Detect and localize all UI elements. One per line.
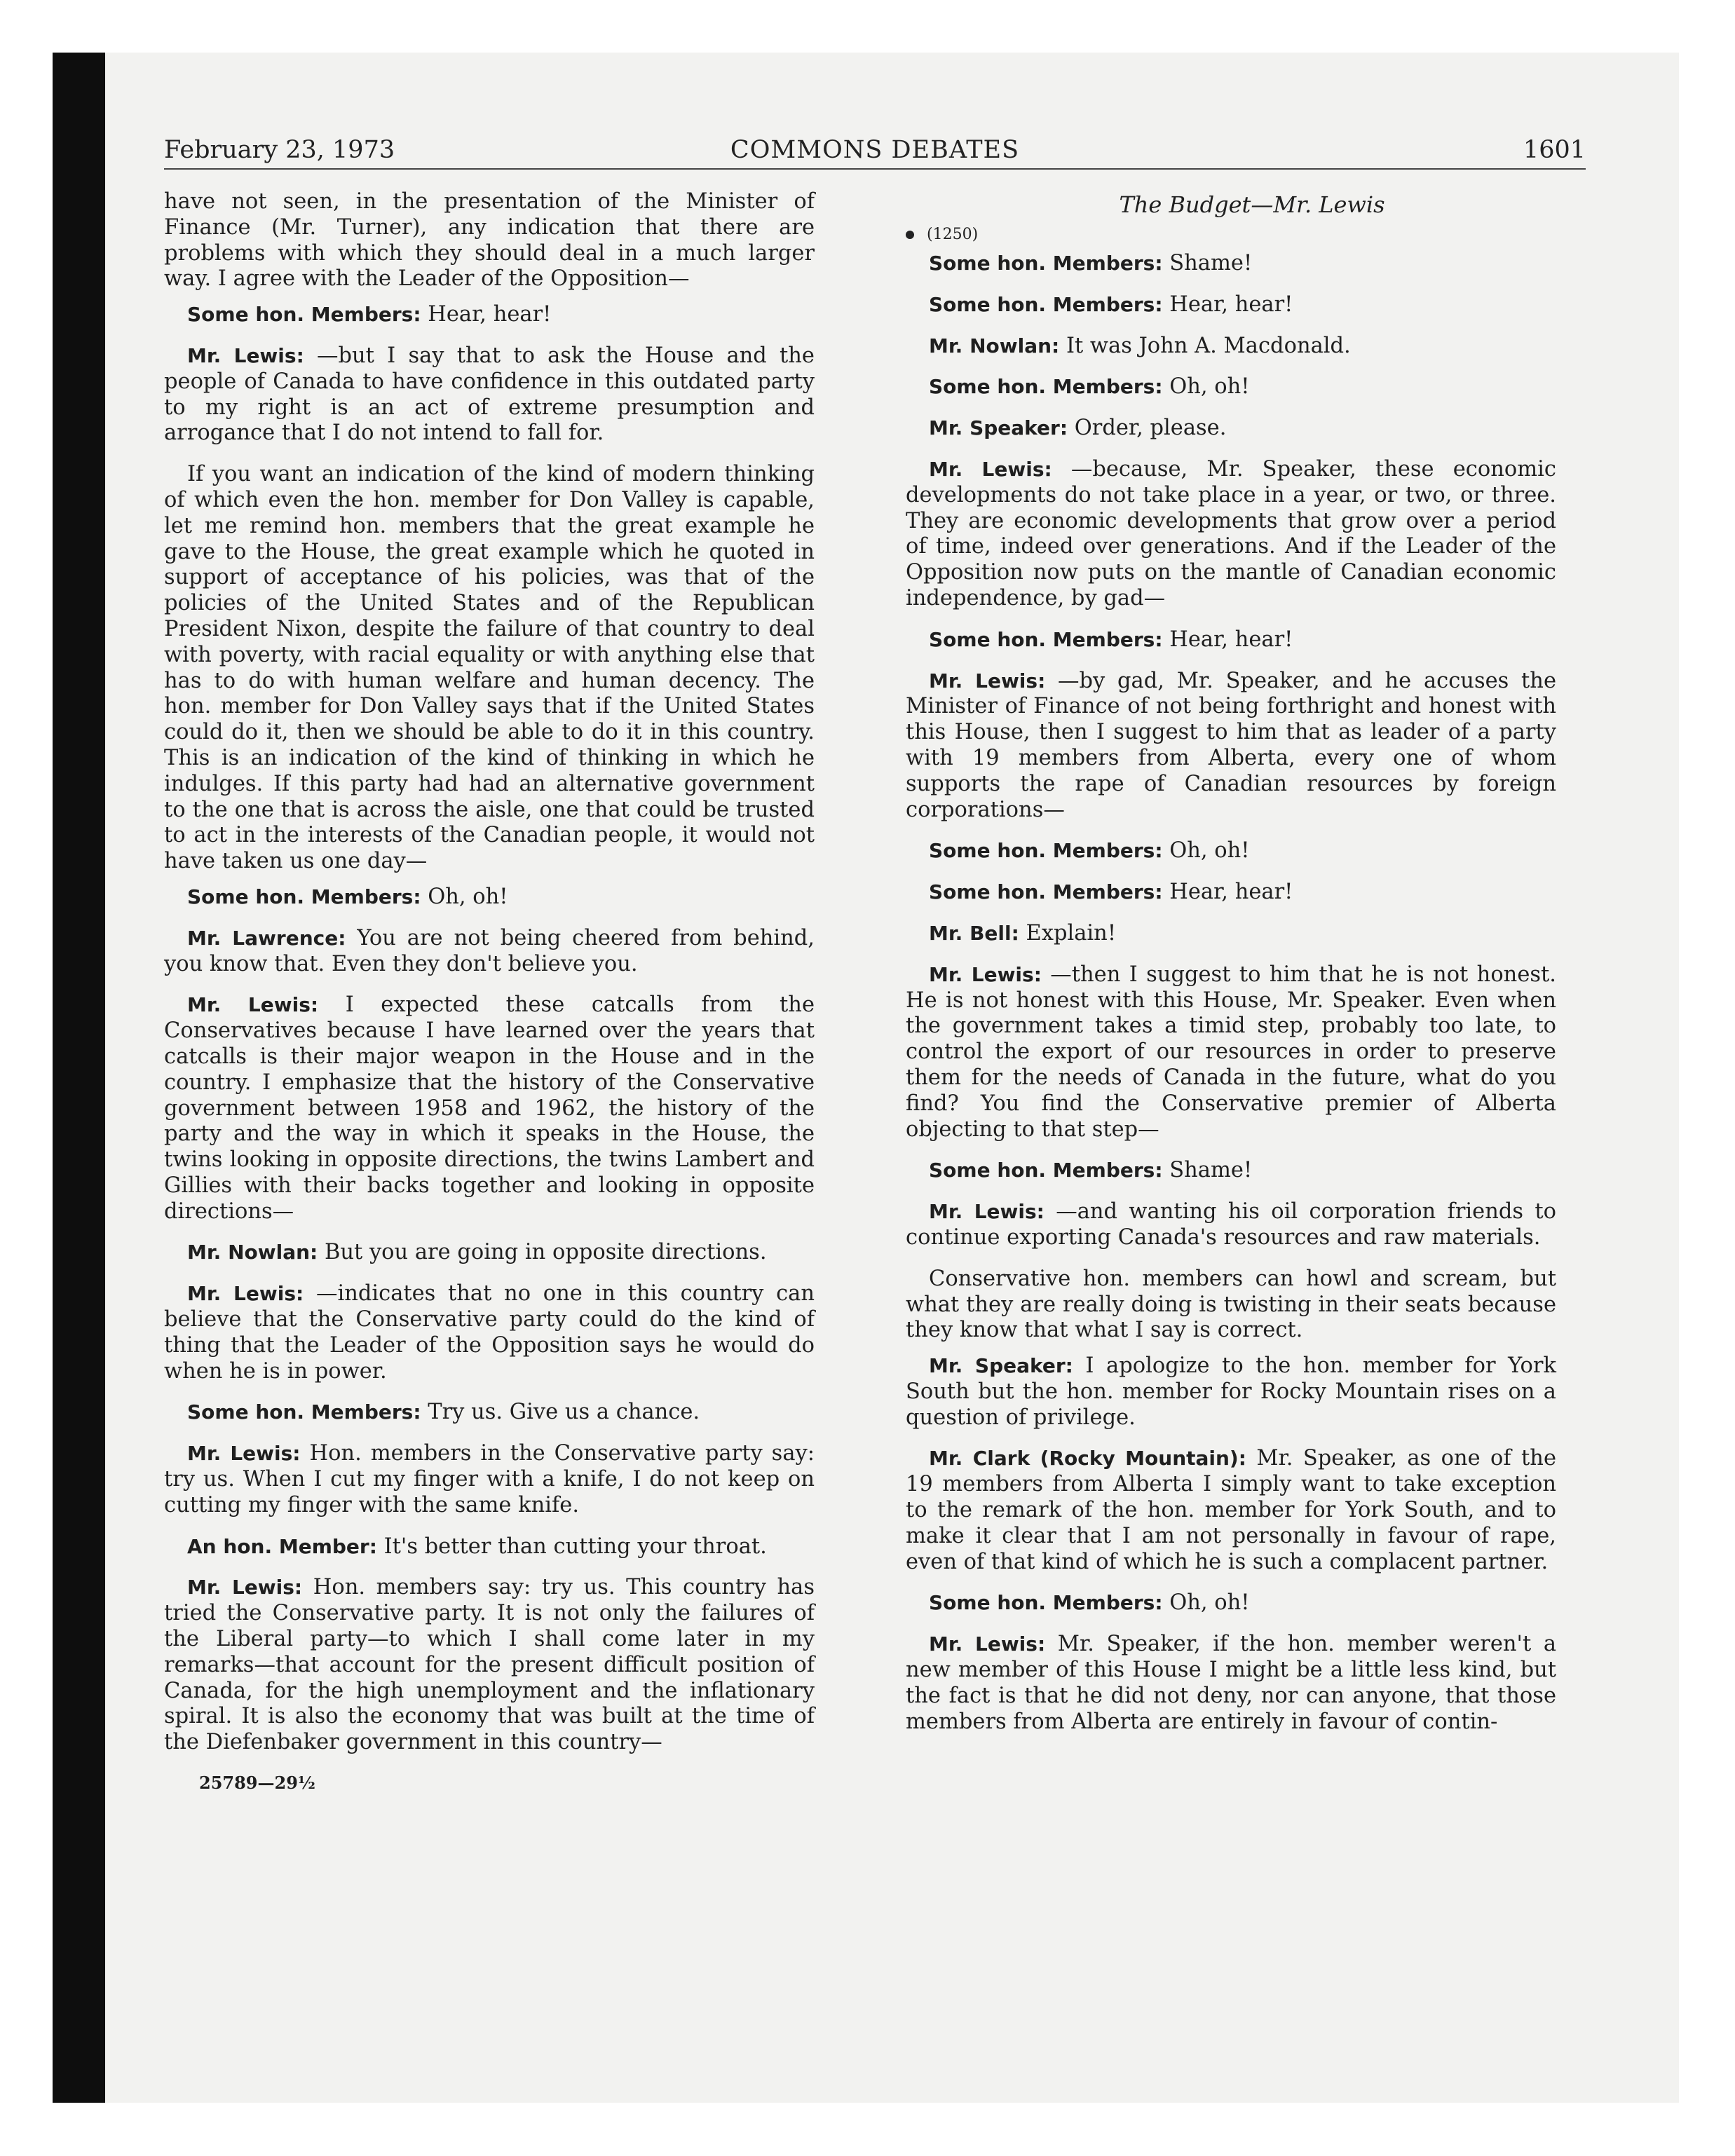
paragraph-text: Oh, oh!	[428, 884, 508, 909]
speaker-name: Some hon. Members:	[929, 1159, 1163, 1182]
paragraph	[164, 189, 815, 292]
paragraph-text: Mr. Speaker, if the hon. member weren't a new member of this House I might be a little less kind, but the fact is that he did not deny, nor can anyone, that those members from Alberta are entirely in favour of contin-	[906, 1632, 1556, 1734]
speaker-name: Mr. Speaker:	[929, 1354, 1073, 1378]
paragraph	[906, 921, 1556, 947]
speaker-name: Mr. Bell:	[929, 921, 1019, 945]
paragraph-text: Try us. Give us a chance.	[428, 1400, 700, 1425]
paragraph	[906, 880, 1556, 906]
speaker-name: Mr. Speaker:	[929, 416, 1068, 440]
paragraph-text: Mr. Speaker, as one of the 19 members from Alberta I simply want to take exception to the remark of the hon. member for York South, and to make it clear that I am not personally in favour of rape, even of that kind of which he is such a complacent partner.	[906, 1446, 1556, 1574]
speaker-name: Mr. Lawrence:	[187, 926, 346, 950]
paragraph-text: Oh, oh!	[1169, 374, 1250, 400]
speaker-name: Mr. Lewis:	[187, 1442, 301, 1466]
speaker-name: Some hon. Members:	[929, 1591, 1163, 1615]
speaker-name: Some hon. Members:	[187, 1400, 421, 1424]
speaker-name: Some hon. Members:	[929, 880, 1163, 904]
paragraph	[906, 1590, 1556, 1616]
header-page-number: 1601	[1523, 136, 1586, 164]
paragraph	[906, 1267, 1556, 1344]
speaker-name: Mr. Lewis:	[187, 1282, 304, 1306]
paragraph-text: Order, please.	[1074, 416, 1227, 441]
speaker-name: Mr. Lewis:	[929, 962, 1042, 986]
header-title: COMMONS DEBATES	[730, 136, 1020, 164]
paragraph-text: Hon. members say: try us. This country has tried the Conservative party. It is not only the failures of the Liberal party—to which I shall come later in my remarks—that account for the present difficult position of Canada, for the high unemployment and the inflationary spiral. It is also the economy that was built at the time of the Diefenbaker government in this country—	[164, 1575, 815, 1755]
speaker-name: Mr. Lewis:	[187, 1576, 303, 1599]
speaker-name: Some hon. Members:	[929, 375, 1163, 399]
paragraph-text: It's better than cutting your throat.	[383, 1534, 767, 1559]
paragraph-text: Oh, oh!	[1169, 838, 1250, 864]
paragraph-text: —indicates that no one in this country can believe that the Conservative party could do the kind of thing that the Leader of the Opposition says he would do when he is in power.	[164, 1281, 815, 1384]
paragraph-text: Shame!	[1169, 251, 1253, 275]
paragraph	[906, 962, 1556, 1143]
paragraph-text: —because, Mr. Speaker, these economic developments do not take place in a year, or two, or three. They are economic developments that grow over a period of time, indeed over generations. And if the Leader of the Opposition now puts on the mantle of Canadian economic independence, by gad—	[906, 456, 1556, 610]
paragraph-text: Hear, hear!	[1169, 627, 1293, 652]
speaker-name: Some hon. Members:	[929, 627, 1163, 651]
bullet-icon	[906, 231, 914, 239]
paragraph-text: I expected these catcalls from the Conservatives because I have learned over the years that catcalls is their major weapon in the House and in the country. I emphasize that the history of the Conservative government between 1958 and 1962, the history of the party and the way in which it speaks in the House, the twins looking in opposite directions, the twins Lambert and Gillies with their backs together and looking in opposite directions—	[164, 992, 815, 1224]
paragraph	[164, 343, 815, 446]
paragraph	[906, 1353, 1556, 1431]
paragraph-text: It was John A. Macdonald.	[1066, 333, 1351, 358]
paragraph	[164, 926, 815, 978]
paragraph-text: Hon. members in the Conservative party say: try us. When I cut my finger with a knife, I do not keep on cutting my finger with the same knife.	[164, 1441, 815, 1517]
right-column-body	[906, 251, 1556, 1735]
paragraph	[164, 1575, 815, 1756]
paragraph-text: have not seen, in the presentation of the Minister of Finance (Mr. Turner), any indication that there are problems with which they should deal in a much larger way. I agree with the Leader of the Opposition—	[164, 189, 815, 292]
paragraph	[906, 1158, 1556, 1184]
paragraph	[164, 1400, 815, 1426]
speaker-name: Some hon. Members:	[187, 303, 421, 327]
paragraph-text: If you want an indication of the kind of modern thinking of which even the hon. member for Don Valley is capable, let me remind hon. members that the great example he gave to the House, the great example which he quoted in support of acceptance of his policies, was that of the policies of the United States and of the Republican President Nixon, despite the failure of that country to deal with poverty, with racial equality or with anything else that has to do with human welfare and human decency. The hon. member for Don Valley says that if the United States could do it, then we should be able to do it in this country. This is an indication of the kind of thinking in which he indulges. If this party had had an alternative government to the one that is across the aisle, one that could be trusted to act in the interests of the Canadian people, it would not have taken us one day—	[164, 462, 815, 874]
speaker-name: Mr. Lewis:	[187, 993, 319, 1017]
speaker-name: Mr. Nowlan:	[929, 334, 1060, 357]
paragraph	[906, 669, 1556, 824]
time-marker-label: (1250)	[927, 226, 979, 243]
paragraph-text: Conservative hon. members can howl and scream, but what they are really doing is twisting in their seats because they know that what I say is correct.	[906, 1266, 1556, 1343]
paragraph	[164, 1441, 815, 1518]
paragraph	[164, 1281, 815, 1384]
speaker-name: Some hon. Members:	[929, 252, 1163, 275]
speaker-name: Mr. Lewis:	[929, 1632, 1046, 1656]
speaker-name: An hon. Member:	[187, 1534, 377, 1558]
header-date: February 23, 1973	[164, 136, 395, 164]
speaker-name: Some hon. Members:	[929, 292, 1163, 316]
paragraph-text: Hear, hear!	[1169, 292, 1293, 317]
paragraph-text: I apologize to the hon. member for York South but the hon. member for Rocky Mountain rises on a question of privilege.	[906, 1353, 1556, 1430]
paragraph	[906, 457, 1556, 612]
page-header	[164, 135, 1586, 170]
paragraph	[164, 1240, 815, 1266]
speaker-name: Mr. Lewis:	[187, 343, 304, 367]
paragraph-text: —but I say that to ask the House and the people of Canada to have confidence in this outdated party to my right is an act of extreme presumption and arrogance that I do not intend to fall for.	[164, 343, 815, 446]
speaker-name: Mr. Lewis:	[929, 457, 1052, 481]
speaker-name: Mr. Clark (Rocky Mountain):	[929, 1447, 1246, 1471]
paragraph-text: Oh, oh!	[1169, 1590, 1250, 1616]
paragraph-text: Shame!	[1169, 1158, 1253, 1183]
scan-edge-bar	[53, 53, 105, 2103]
running-title: The Budget—Mr. Lewis	[1119, 191, 1385, 218]
paragraph	[906, 838, 1556, 864]
time-marker	[906, 223, 1556, 247]
paragraph-text: Hear, hear!	[428, 302, 552, 327]
speaker-name: Mr. Lewis:	[929, 669, 1046, 692]
paragraph-text: You are not being cheered from behind, you know that. Even they don't believe you.	[164, 925, 815, 976]
paragraph	[906, 374, 1556, 400]
speaker-name: Mr. Lewis:	[929, 1200, 1045, 1224]
right-column	[906, 189, 1556, 1750]
paragraph	[906, 334, 1556, 360]
speaker-name: Some hon. Members:	[929, 839, 1163, 863]
paragraph	[164, 302, 815, 328]
paragraph-text: —and wanting his oil corporation friends to continue exporting Canada's resources and raw materials.	[906, 1199, 1556, 1250]
left-column	[164, 189, 815, 1795]
paragraph-text: But you are going in opposite directions.	[324, 1240, 767, 1265]
paragraph	[906, 1632, 1556, 1735]
paragraph-text: Explain!	[1026, 920, 1117, 946]
paragraph-text: —then I suggest to him that he is not honest. He is not honest with this House, Mr. Speaker. Even when the government takes a timid step, probably too late, to control the export of our resources in order to preserve them for the needs of Canada in the future, what do you find? You find the Conservative premier of Alberta objecting to that step—	[906, 962, 1556, 1142]
paragraph	[906, 627, 1556, 653]
footnote: 25789—29½	[199, 1773, 315, 1794]
speaker-name: Mr. Nowlan:	[187, 1241, 318, 1264]
speaker-name: Some hon. Members:	[187, 885, 421, 908]
paragraph	[164, 885, 815, 910]
paragraph-text: —by gad, Mr. Speaker, and he accuses the Minister of Finance of not being forthright and honest with this House, then I suggest to him that as leader of a party with 19 members from Alberta, every one of whom supports the rape of Canadian resources by foreign corporations—	[906, 668, 1556, 822]
paragraph	[906, 1199, 1556, 1251]
paragraph	[906, 1446, 1556, 1575]
paragraph	[906, 416, 1556, 442]
paragraph	[164, 992, 815, 1224]
paragraph	[164, 1534, 815, 1560]
paragraph	[906, 251, 1556, 277]
paragraph-text: Hear, hear!	[1169, 880, 1293, 905]
paragraph	[164, 462, 815, 875]
paragraph	[906, 292, 1556, 318]
